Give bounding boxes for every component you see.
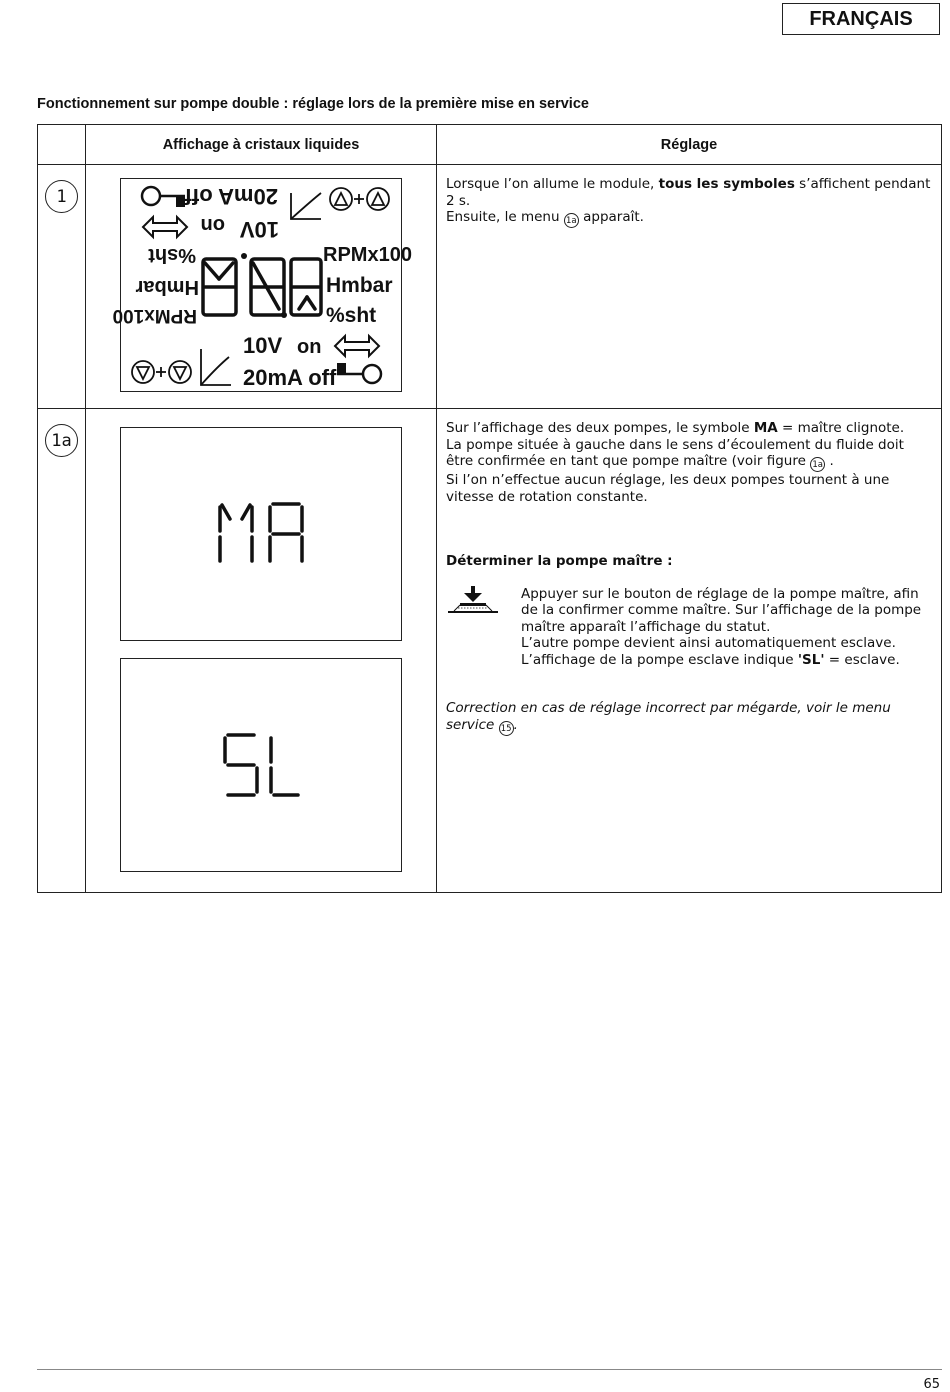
- lcd-all-symbols: [112, 178, 412, 392]
- row1-description: Lorsque l’on allume le module, tous les symboles s’affichent pendant 2 s. Ensuite, le menu 1a apparaît.: [446, 176, 931, 226]
- lcd-label-sht: %sht: [326, 304, 377, 327]
- lcd-label-hmbar: Hmbar: [326, 274, 393, 297]
- lcd-cell: [86, 409, 437, 893]
- lcd-sl-glyph: [221, 732, 301, 798]
- lcd-label-20ma-off-rotated: 20mA off: [184, 184, 278, 209]
- lcd-label-10v: 10V: [243, 333, 283, 358]
- setting-cell: [437, 165, 942, 409]
- lcd-label-10v-rotated: 10V: [239, 217, 279, 242]
- lcd-master-display: [120, 427, 402, 641]
- press-instruction: [446, 586, 933, 669]
- lcd-label-on: on: [297, 336, 322, 358]
- lcd-label-on-rotated: on: [200, 214, 225, 236]
- row2-paragraph: Sur l’affichage des deux pompes, le symbole MA = maître clignote. La pompe située à gauche dans le sens d’écoulement du fluide doit être confirmée en tant que pompe maître (voir figure 1a . Si l’on n’effectue aucun réglage, les deux pompes tournent à une vitesse de rotation constante.: [446, 420, 905, 505]
- step-number-1: 1: [45, 180, 78, 213]
- seven-segment-display: [203, 259, 321, 315]
- header-setting: Réglage: [437, 125, 942, 165]
- pump-icons-top: [291, 188, 389, 219]
- menu-ref-1a: 1a: [564, 213, 579, 228]
- lcd-label-hmbar-rotated: Hmbar: [135, 276, 199, 298]
- press-text-3: L’affichage de la pompe esclave indique 'SL' = esclave.: [521, 651, 900, 668]
- determine-master-heading: Déterminer la pompe maître :: [446, 553, 673, 569]
- lcd-label-20ma-off: 20mA off: [243, 365, 337, 390]
- lcd-all-symbols-svg: [112, 179, 412, 390]
- step-cell: [38, 409, 86, 893]
- settings-table: [37, 124, 942, 893]
- language-label: FRANÇAIS: [782, 3, 940, 35]
- lcd-label-rpm-rotated: RPMx100: [112, 305, 197, 326]
- header-lcd: Affichage à cristaux liquides: [86, 125, 437, 165]
- page-number: 65: [923, 1377, 940, 1392]
- press-text-2: L’autre pompe devient ainsi automatiquement esclave.: [521, 635, 896, 651]
- header-step-cell: [38, 125, 86, 165]
- service-ref-15: 15: [499, 721, 514, 736]
- table-header-row: [38, 125, 942, 165]
- table-row: [38, 165, 942, 409]
- lcd-label-rpm: RPMx100: [323, 244, 412, 266]
- figure-ref-1a: 1a: [810, 457, 825, 472]
- correction-note: Correction en cas de réglage incorrect par mégarde, voir le menu service 15 .: [446, 700, 891, 734]
- lcd-cell: [86, 165, 437, 409]
- press-text-1: Appuyer sur le bouton de réglage de la pompe maître, afin de la confirmer comme maître. Sur l’affichage de la pompe maître apparaît l’affichage du statut.: [521, 585, 922, 635]
- setting-cell: [437, 409, 942, 893]
- pump-icons-bottom: [132, 349, 231, 385]
- section-title: Fonctionnement sur pompe double : réglage lors de la première mise en service: [37, 96, 589, 112]
- lcd-ma-glyph: [216, 501, 306, 567]
- table-row: [38, 409, 942, 893]
- footer-divider: [37, 1369, 942, 1370]
- lcd-label-sht-rotated: %sht: [148, 244, 196, 266]
- press-button-icon: [446, 586, 521, 669]
- step-number-1a: 1a: [45, 424, 78, 457]
- step-cell: [38, 165, 86, 409]
- lcd-slave-display: [120, 658, 402, 872]
